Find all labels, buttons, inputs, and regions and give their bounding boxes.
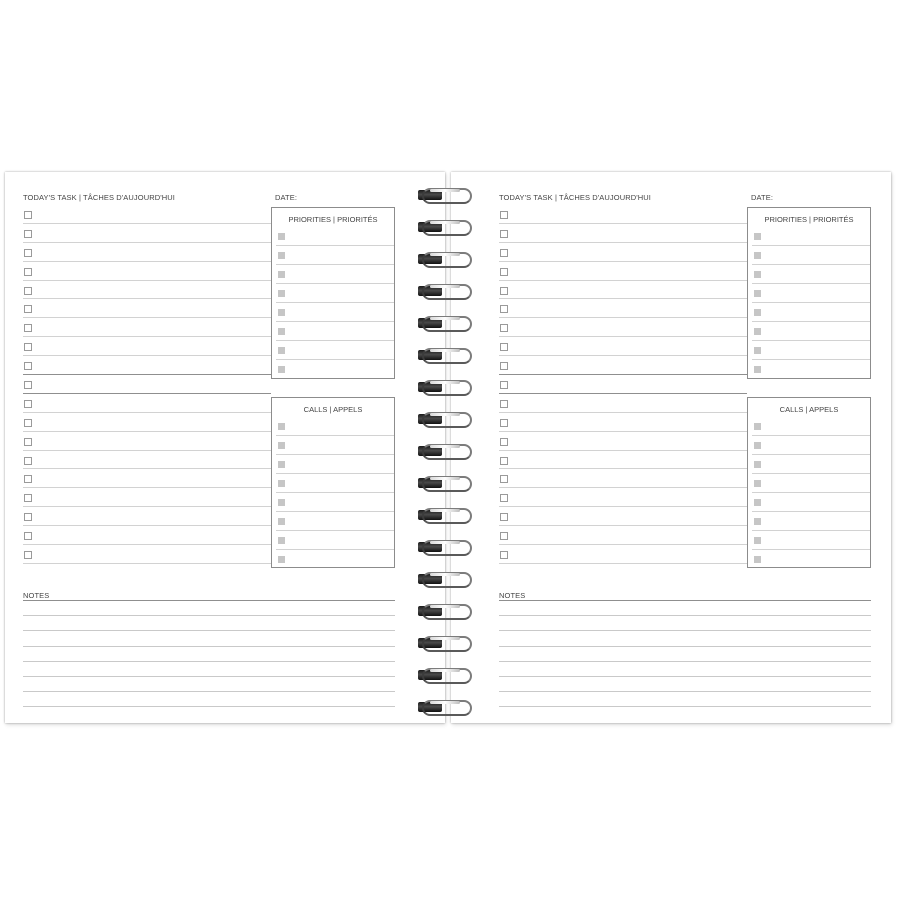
task-checkbox[interactable] [24, 494, 32, 502]
call-checkbox[interactable] [278, 499, 285, 506]
task-checkbox[interactable] [24, 513, 32, 521]
call-checkbox[interactable] [278, 461, 285, 468]
note-line [23, 676, 395, 691]
task-section-title: TODAY'S TASK | TÂCHES D'AUJOURD'HUI [23, 193, 175, 202]
note-line [23, 691, 395, 706]
priority-row [752, 360, 870, 379]
task-checkbox[interactable] [24, 211, 32, 219]
task-checkbox[interactable] [24, 362, 32, 370]
priority-row [276, 227, 394, 246]
priority-checkbox[interactable] [278, 347, 285, 354]
spiral-coil [416, 474, 472, 492]
note-line [499, 646, 871, 661]
task-checkbox[interactable] [500, 249, 508, 257]
note-line [499, 691, 871, 706]
task-checkbox[interactable] [500, 400, 508, 408]
task-checkbox[interactable] [500, 381, 508, 389]
call-checkbox[interactable] [754, 480, 761, 487]
spiral-coil [416, 186, 472, 204]
task-row [23, 205, 271, 224]
call-checkbox[interactable] [754, 518, 761, 525]
call-checkbox[interactable] [754, 461, 761, 468]
task-checkbox[interactable] [500, 551, 508, 559]
call-checkbox[interactable] [754, 537, 761, 544]
call-checkbox[interactable] [754, 423, 761, 430]
task-list [499, 205, 747, 564]
priority-row [752, 303, 870, 322]
priorities-title: PRIORITIES | PRIORITÉS [288, 215, 378, 224]
priority-row [276, 246, 394, 265]
priority-checkbox[interactable] [754, 347, 761, 354]
task-row [23, 488, 271, 507]
call-row [752, 531, 870, 550]
priority-row [752, 227, 870, 246]
task-row [499, 243, 747, 262]
priority-row [276, 265, 394, 284]
task-row [499, 224, 747, 243]
priority-row [752, 246, 870, 265]
call-row [276, 512, 394, 531]
task-row [499, 451, 747, 470]
priority-row [276, 322, 394, 341]
task-row [23, 262, 271, 281]
task-row [23, 526, 271, 545]
task-list [23, 205, 271, 564]
call-row [752, 493, 870, 512]
task-row [499, 394, 747, 413]
priority-checkbox[interactable] [754, 233, 761, 240]
call-row [752, 474, 870, 493]
notes-title: NOTES [23, 591, 50, 600]
task-checkbox[interactable] [500, 419, 508, 427]
task-row [499, 413, 747, 432]
priority-checkbox[interactable] [754, 366, 761, 373]
task-row [23, 356, 271, 375]
priority-checkbox[interactable] [278, 271, 285, 278]
task-checkbox[interactable] [24, 419, 32, 427]
task-checkbox[interactable] [24, 475, 32, 483]
call-checkbox[interactable] [754, 442, 761, 449]
call-row [276, 436, 394, 455]
task-checkbox[interactable] [24, 381, 32, 389]
task-checkbox[interactable] [24, 438, 32, 446]
call-row [752, 455, 870, 474]
priority-checkbox[interactable] [754, 328, 761, 335]
call-row [276, 474, 394, 493]
priority-checkbox[interactable] [278, 328, 285, 335]
priority-checkbox[interactable] [278, 233, 285, 240]
task-row [499, 469, 747, 488]
note-line [499, 706, 871, 721]
task-row [499, 299, 747, 318]
task-checkbox[interactable] [500, 494, 508, 502]
notes-lines [23, 600, 395, 722]
call-row [752, 417, 870, 436]
priority-row [752, 341, 870, 360]
notes-lines [499, 600, 871, 722]
task-checkbox[interactable] [24, 343, 32, 351]
task-row [23, 337, 271, 356]
call-checkbox[interactable] [278, 537, 285, 544]
priorities-box [747, 207, 871, 379]
priorities-title: PRIORITIES | PRIORITÉS [764, 215, 854, 224]
call-row [752, 512, 870, 531]
task-row [23, 507, 271, 526]
task-row [23, 299, 271, 318]
spiral-coil [416, 314, 472, 332]
priority-row [752, 265, 870, 284]
task-checkbox[interactable] [24, 551, 32, 559]
task-row [499, 507, 747, 526]
task-checkbox[interactable] [500, 438, 508, 446]
task-row [23, 281, 271, 300]
spiral-coil [416, 634, 472, 652]
call-checkbox[interactable] [754, 499, 761, 506]
note-line [499, 630, 871, 645]
task-row [499, 526, 747, 545]
priority-row [752, 322, 870, 341]
call-row [752, 436, 870, 455]
task-checkbox[interactable] [24, 532, 32, 540]
calls-box [271, 397, 395, 568]
note-line [499, 600, 871, 615]
priority-row [276, 341, 394, 360]
task-checkbox[interactable] [24, 305, 32, 313]
task-checkbox[interactable] [500, 475, 508, 483]
task-checkbox[interactable] [500, 362, 508, 370]
task-checkbox[interactable] [24, 457, 32, 465]
note-line [499, 661, 871, 676]
priority-checkbox[interactable] [278, 252, 285, 259]
priority-checkbox[interactable] [278, 290, 285, 297]
priority-checkbox[interactable] [278, 366, 285, 373]
spiral-coil [416, 602, 472, 620]
note-line [23, 646, 395, 661]
spiral-coil [416, 442, 472, 460]
task-checkbox[interactable] [500, 343, 508, 351]
date-label: DATE: [275, 193, 298, 202]
task-checkbox[interactable] [500, 268, 508, 276]
task-checkbox[interactable] [500, 513, 508, 521]
task-checkbox[interactable] [24, 287, 32, 295]
call-row [276, 531, 394, 550]
task-row [23, 469, 271, 488]
task-checkbox[interactable] [500, 305, 508, 313]
task-row [23, 375, 271, 394]
spiral-coil [416, 698, 472, 716]
call-row [752, 550, 870, 569]
task-checkbox[interactable] [500, 457, 508, 465]
task-checkbox[interactable] [500, 230, 508, 238]
task-row [499, 375, 747, 394]
notes-title: NOTES [499, 591, 526, 600]
spiral-coil [416, 218, 472, 236]
priority-row [276, 284, 394, 303]
task-section-title: TODAY'S TASK | TÂCHES D'AUJOURD'HUI [499, 193, 651, 202]
priorities-box [271, 207, 395, 379]
note-line [23, 600, 395, 615]
task-row [23, 224, 271, 243]
call-checkbox[interactable] [278, 556, 285, 563]
note-line [23, 706, 395, 721]
task-checkbox[interactable] [24, 400, 32, 408]
priority-row [276, 303, 394, 322]
call-checkbox[interactable] [278, 442, 285, 449]
spiral-coil [416, 410, 472, 428]
spiral-coil [416, 570, 472, 588]
call-row [276, 550, 394, 569]
call-checkbox[interactable] [278, 423, 285, 430]
task-row [499, 545, 747, 564]
call-row [276, 455, 394, 474]
task-row [23, 394, 271, 413]
task-row [499, 488, 747, 507]
call-row [276, 417, 394, 436]
spiral-binding [416, 186, 472, 716]
call-row [276, 493, 394, 512]
spiral-coil [416, 378, 472, 396]
spiral-coil [416, 506, 472, 524]
task-row [499, 432, 747, 451]
calls-title: CALLS | APPELS [303, 405, 363, 414]
right-page [451, 172, 891, 723]
task-row [23, 243, 271, 262]
task-row [499, 337, 747, 356]
left-page [5, 172, 445, 723]
calls-box [747, 397, 871, 568]
call-checkbox[interactable] [278, 518, 285, 525]
spiral-coil [416, 666, 472, 684]
task-row [499, 281, 747, 300]
priority-row [276, 360, 394, 379]
task-checkbox[interactable] [24, 324, 32, 332]
task-checkbox[interactable] [24, 249, 32, 257]
note-line [499, 676, 871, 691]
task-checkbox[interactable] [24, 230, 32, 238]
priority-checkbox[interactable] [754, 290, 761, 297]
priority-list [748, 227, 870, 379]
task-checkbox[interactable] [24, 268, 32, 276]
task-row [23, 432, 271, 451]
spiral-coil [416, 346, 472, 364]
call-checkbox[interactable] [278, 480, 285, 487]
priority-checkbox[interactable] [754, 271, 761, 278]
task-row [23, 545, 271, 564]
task-checkbox[interactable] [500, 324, 508, 332]
note-line [23, 615, 395, 630]
priority-list [272, 227, 394, 379]
priority-checkbox[interactable] [754, 309, 761, 316]
call-list [748, 417, 870, 569]
task-row [23, 451, 271, 470]
spiral-coil [416, 250, 472, 268]
task-checkbox[interactable] [500, 287, 508, 295]
task-row [499, 356, 747, 375]
task-checkbox[interactable] [500, 532, 508, 540]
priority-checkbox[interactable] [754, 252, 761, 259]
priority-checkbox[interactable] [278, 309, 285, 316]
task-row [499, 318, 747, 337]
spiral-coil [416, 538, 472, 556]
call-list [272, 417, 394, 569]
task-checkbox[interactable] [500, 211, 508, 219]
priority-row [752, 284, 870, 303]
note-line [499, 615, 871, 630]
task-row [23, 318, 271, 337]
date-label: DATE: [751, 193, 774, 202]
note-line [23, 630, 395, 645]
task-row [499, 205, 747, 224]
task-row [499, 262, 747, 281]
note-line [23, 661, 395, 676]
calls-title: CALLS | APPELS [779, 405, 839, 414]
task-row [23, 413, 271, 432]
call-checkbox[interactable] [754, 556, 761, 563]
spiral-coil [416, 282, 472, 300]
